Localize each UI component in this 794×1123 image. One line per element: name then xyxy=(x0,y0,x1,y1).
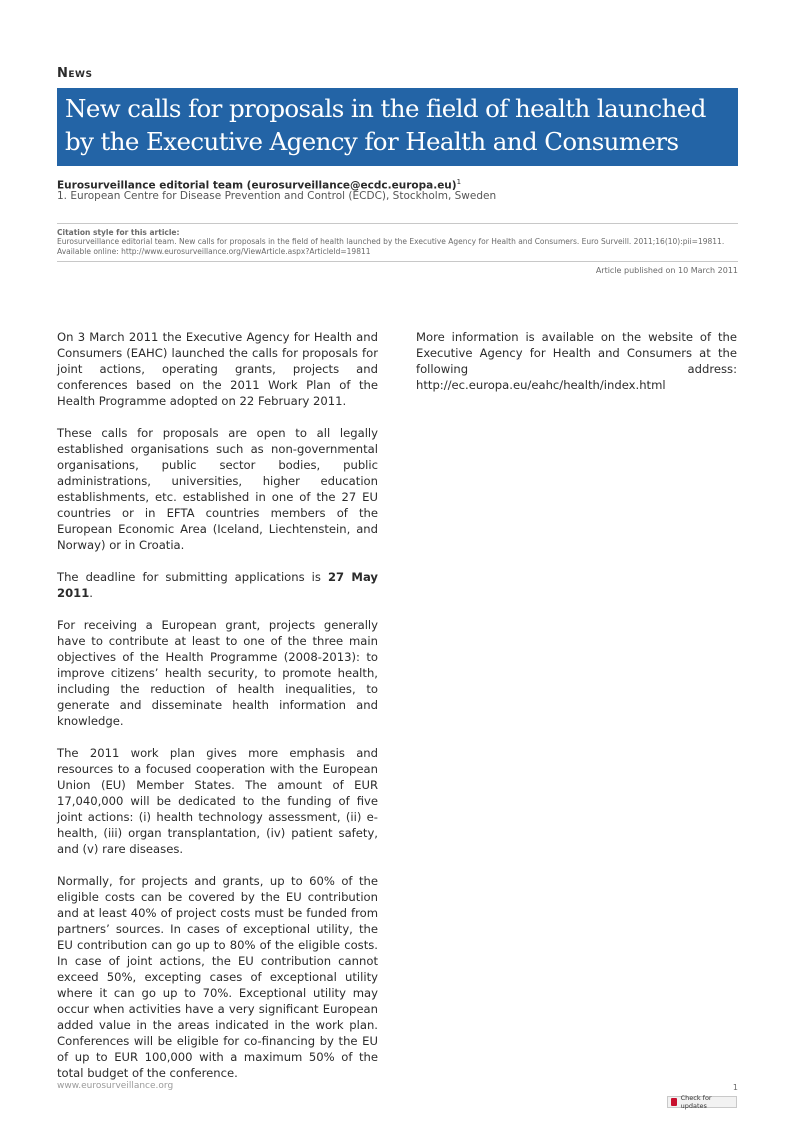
page-number: 1 xyxy=(732,1083,738,1092)
paragraph-more-info: More information is available on the website of the Executive Agency for Health and Consumers at the following address: http://ec.europa.eu/eahc/health/index.html xyxy=(416,330,737,392)
author-affiliation-marker: 1 xyxy=(456,178,462,186)
deadline-text: The deadline for submitting applications is xyxy=(57,570,328,584)
divider xyxy=(57,261,738,262)
author-name: Eurosurveillance editorial team (eurosurveillance@ecdc.europa.eu) xyxy=(57,179,457,192)
section-label: News xyxy=(57,66,93,81)
paragraph: The 2011 work plan gives more emphasis and resources to a focused cooperation with the European Union (EU) Member States. The amount of EUR 17,040,000 will be dedicated to the funding of five joint actions: (i) health technology assessment, (ii) e-health, (iii) organ transplantation, (iv) patient safety, and (v) rare diseases. xyxy=(57,746,378,856)
citation-heading: Citation style for this article: xyxy=(57,228,180,237)
paragraph: On 3 March 2011 the Executive Agency for Health and Consumers (EAHC) launched the calls for proposals for joint actions, operating grants, projects and conferences based on the 2011 Work Plan of the Health Programme adopted on 22 February 2011. xyxy=(57,330,378,408)
divider xyxy=(57,223,738,224)
body-column-left xyxy=(57,329,378,1097)
footer-url[interactable]: www.eurosurveillance.org xyxy=(57,1081,174,1091)
deadline-date: 27 May 2011 xyxy=(57,570,378,600)
bookmark-icon xyxy=(671,1098,677,1106)
check-for-updates-button[interactable] xyxy=(667,1096,737,1108)
paragraph: These calls for proposals are open to all legally established organisations such as non-governmental organisations, public sector bodies, public administrations, universities, higher education establishments, etc. established in one of the 27 EU countries or in EFTA countries members of the European Economic Area (Iceland, Liechtenstein, and Norway) or in Croatia. xyxy=(57,426,378,552)
body-column-right xyxy=(416,329,737,409)
check-for-updates-label: Check for updates xyxy=(680,1094,712,1110)
paragraph: For receiving a European grant, projects generally have to contribute at least to one of the three main objectives of the Health Programme (2008-2013): to improve citizens’ health security, to promote health, including the reduction of health inequalities, to generate and disseminate health information and knowledge. xyxy=(57,618,378,728)
publication-date: Article published on 10 March 2011 xyxy=(595,266,738,275)
affiliation: 1. European Centre for Disease Prevention and Control (ECDC), Stockholm, Sweden xyxy=(57,190,497,202)
citation-text: Eurosurveillance editorial team. New calls for proposals in the field of health launched by the Executive Agency for Health and Consumers. Euro Surveill. 2011;16(10):pii=19811. Available online: http://www.eurosurveillance.org/ViewArticle.aspx?ArticleId=19811 xyxy=(57,237,725,256)
deadline-period: . xyxy=(89,586,93,600)
paragraph-deadline xyxy=(57,569,378,601)
paragraph: Normally, for projects and grants, up to 60% of the eligible costs can be covered by the EU contribution and at least 40% of project costs must be funded from partners’ sources. In cases of exceptional utility, the EU contribution can go up to 80% of the eligible costs. In case of joint actions, the EU contribution cannot exceed 50%, excepting cases of exceptional utility where it can go up to 70%. Exceptional utility may occur when activities have a very significant European added value in the areas indicated in the work plan. Conferences will be eligible for co-financing by the EU of up to EUR 100,000 with a maximum 50% of the total budget of the conference. xyxy=(57,874,378,1080)
title-banner xyxy=(57,88,738,166)
article-title: New calls for proposals in the field of health launched by the Executive Agency for Health and Consumers xyxy=(65,94,706,156)
